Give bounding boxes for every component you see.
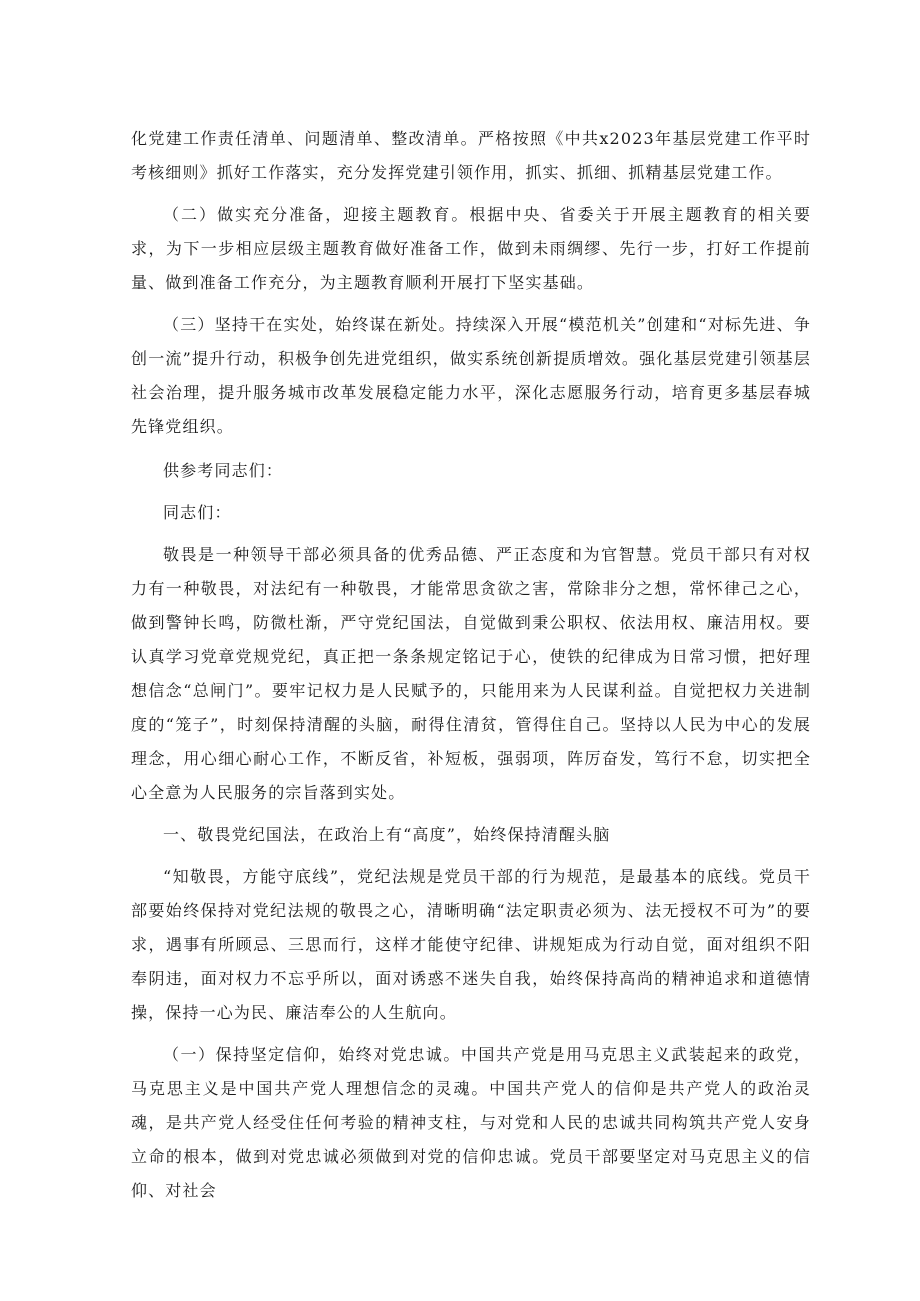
paragraph-section-1-body: “知敬畏，方能守底线”，党纪法规是党员干部的行为规范，是最基本的底线。党员干部要始终保持对党纪法规的敬畏之心，清晰明确“法定职责必须为、法无授权不可为”的要求，遇事有所顾忌、三思而行，这样才能使守纪律、讲规矩成为行动自觉，面对组织不阳奉阴违，面对权力不忘乎所以，面对诱惑不迷失自我，始终保持高尚的精神追求和道德情操，保持一心为民、廉洁奉公的人生航向。	[131, 867, 811, 1022]
paragraph-section-3: （三）坚持干在实处，始终谋在新处。持续深入开展“模范机关”创建和“对标先进、争创一流”提升行动，积极争创先进党组织，做实系统创新提质增效。强化基层党建引领基层社会治理，提升服务城市改革发展稳定能力水平，深化志愿服务行动，培育更多基层春城先锋党组织。	[131, 315, 811, 436]
paragraph-salutation: 同志们：	[163, 503, 232, 522]
paragraph-reference-note: 供参考同志们：	[163, 461, 284, 480]
paragraph-continuation: 化党建工作责任清单、问题清单、整改清单。严格按照《中共x2023年基层党建工作平时考核细则》抓好工作落实，充分发挥党建引领作用，抓实、抓细、抓精基层党建工作。	[131, 129, 811, 182]
paragraph-section-2: （二）做实充分准备，迎接主题教育。根据中央、省委关于开展主题教育的相关要求，为下一步相应层级主题教育做好准备工作，做到未雨绸缪、先行一步，打好工作提前量、做到准备工作充分，为主题教育顺利开展打下坚实基础。	[131, 205, 811, 292]
document-body	[131, 122, 811, 1208]
paragraph-subsection-1: （一）保持坚定信仰，始终对党忠诚。中国共产党是用马克思主义武装起来的政党，马克思主义是中国共产党人理想信念的灵魂。中国共产党人的信仰是共产党人的政治灵魂，是共产党人经受住任何考验的精神支柱，与对党和人民的忠诚共同构筑共产党人安身立命的根本，做到对党忠诚必须做到对党的信仰忠诚。党员干部要坚定对马克思主义的信仰、对社会	[131, 1045, 811, 1200]
section-heading-1: 一、敬畏党纪国法，在政治上有“高度”，始终保持清醒头脑	[163, 825, 611, 844]
paragraph-intro: 敬畏是一种领导干部必须具备的优秀品德、严正态度和为官智慧。党员干部只有对权力有一种敬畏，对法纪有一种敬畏，才能常思贪欲之害，常除非分之想，常怀律己之心，做到警钟长鸣，防微杜渐，严守党纪国法，自觉做到秉公职权、依法用权、廉洁用权。要认真学习党章党规党纪，真正把一条条规定铭记于心，使铁的纪律成为日常习惯，把好理想信念“总闸门”。要牢记权力是人民赋予的，只能用来为人民谋利益。自觉把权力关进制度的“笼子”，时刻保持清醒的头脑，耐得住清贫，管得住自己。坚持以人民为中心的发展理念，用心细心耐心工作，不断反省，补短板，强弱项，阵厉奋发，笃行不怠，切实把全心全意为人民服务的宗旨落到实处。	[131, 545, 811, 802]
